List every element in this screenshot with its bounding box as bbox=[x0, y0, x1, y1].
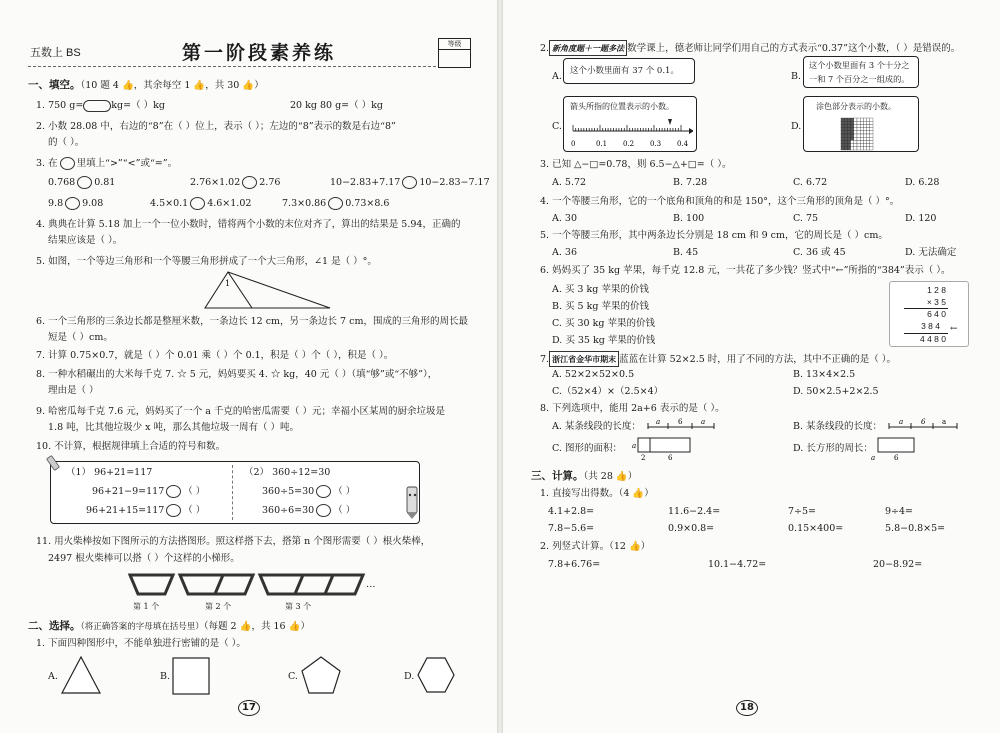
r-q2-a-box: 这个小数里面有 37 个 0.1。 bbox=[563, 58, 695, 84]
grid-cell bbox=[854, 121, 857, 124]
grid-cell bbox=[870, 134, 873, 137]
grid-cell bbox=[860, 118, 863, 121]
section1-heading: 一、填空。（10 题 4 👍，其余每空 1 👍，共 30 👍） bbox=[28, 79, 264, 91]
grid-cell bbox=[854, 131, 857, 134]
grid-cell bbox=[867, 134, 870, 137]
grid-cell bbox=[860, 137, 863, 140]
q9-line1: 9. 哈密瓜每千克 7.6 元，妈妈买了一个 a 千克的哈密瓜需要（ ）元；幸福小区某周的厨余垃圾是 bbox=[36, 406, 445, 417]
r-q6-opt-a: A. 买 3 kg 苹果的价钱 bbox=[552, 284, 649, 295]
grid-cell bbox=[841, 147, 844, 150]
q3-row1-a: 0.768 0.81 bbox=[48, 177, 116, 188]
svg-text:6: 6 bbox=[678, 418, 683, 426]
q10-divider bbox=[232, 465, 233, 520]
q3-row1-b: 2.76×1.02 2.76 bbox=[190, 177, 281, 188]
grid-cell bbox=[857, 147, 860, 150]
r-q7-text: 7. 浙江省金华市期末 蓝蓝在计算 52×2.5 时，用了不同的方法，其中不正确的是（ ）。 bbox=[540, 351, 896, 367]
svg-text:a: a bbox=[632, 442, 637, 450]
svg-text:6: 6 bbox=[894, 454, 899, 462]
r-q5-opt-a: A. 36 bbox=[552, 247, 577, 258]
grid-cell bbox=[844, 128, 847, 131]
page-number: 18 bbox=[736, 700, 758, 716]
r-q5-opt-d: D. 无法确定 bbox=[905, 247, 957, 258]
r-q3-opt-d: D. 6.28 bbox=[905, 177, 940, 188]
grid-cell bbox=[870, 118, 873, 121]
grid-cell bbox=[863, 121, 866, 124]
q6-line2: 短是（ ）cm。 bbox=[48, 332, 113, 343]
r-q8-opt-c: C. 图形的面积： bbox=[552, 443, 622, 454]
pencil-mascot-icon bbox=[400, 484, 424, 520]
q10-g2-row2: 360÷5=30 （ ） bbox=[262, 486, 356, 497]
grid-cell bbox=[841, 137, 844, 140]
left-arrow-icon: ← bbox=[950, 324, 958, 334]
r-q6-text: 6. 妈妈买了 35 kg 苹果，每千克 12.8 元，一共花了多少钱？竖式中“←”所指的“384”表示（ ）。 bbox=[540, 265, 951, 276]
grid-cell bbox=[841, 140, 844, 143]
grid-cell bbox=[860, 124, 863, 127]
r-q7-opt-a: A. 52×2×52×0.5 bbox=[552, 369, 635, 380]
svg-text:a: a bbox=[871, 454, 876, 462]
page-number: 17 bbox=[238, 700, 260, 716]
grid-cell bbox=[863, 124, 866, 127]
grid-cell bbox=[857, 118, 860, 121]
r-q6-opt-c: C. 买 30 kg 苹果的价钱 bbox=[552, 318, 655, 329]
svg-text:2: 2 bbox=[641, 454, 646, 462]
thumb-icon: 👍 bbox=[242, 80, 255, 91]
r-q5-opt-c: C. 36 或 45 bbox=[793, 247, 846, 258]
grid-cell bbox=[857, 137, 860, 140]
q11-label-3: 第 3 个 bbox=[285, 602, 312, 611]
header-divider bbox=[28, 66, 436, 67]
grid-cell bbox=[867, 140, 870, 143]
page-title: 第一阶段素养练 bbox=[182, 42, 337, 64]
pentagon-shape bbox=[300, 655, 342, 695]
grid-cell bbox=[863, 140, 866, 143]
thumb-icon: 👍 bbox=[193, 80, 206, 91]
grid-cell bbox=[854, 137, 857, 140]
r-q7-opt-d: D. 50×2.5+2×2.5 bbox=[793, 386, 879, 397]
arrow-marker-icon bbox=[668, 119, 672, 125]
grid-cell bbox=[857, 131, 860, 134]
grid-cell bbox=[867, 121, 870, 124]
r-q2-a-label: A. bbox=[552, 71, 562, 82]
q1-text-right: 20 kg 80 g=（ ）kg bbox=[290, 100, 383, 111]
r-q5-text: 5. 一个等腰三角形，其中两条边长分别是 18 cm 和 9 cm，它的周长是（ ）cm。 bbox=[540, 230, 888, 241]
vertical-calc-1: 7.8+6.76= bbox=[548, 559, 601, 570]
grid-cell bbox=[863, 131, 866, 134]
q11-dots: … bbox=[366, 579, 376, 590]
triangle-shape bbox=[60, 655, 102, 695]
option-b-label: B. bbox=[160, 671, 171, 682]
grid-cell bbox=[851, 147, 854, 150]
grid-cell bbox=[857, 134, 860, 137]
grid-cell bbox=[841, 121, 844, 124]
r-q4-opt-a: A. 30 bbox=[552, 213, 577, 224]
section2-heading: 二、选择。（将正确答案的字母填在括号里）（每题 2 👍，共 16 👍） bbox=[28, 620, 310, 632]
q6-line1: 6. 一个三角形的三条边长都是整厘米数，一条边长 12 cm，另一条边长 7 cm，围成的三角形的周长最 bbox=[36, 316, 468, 327]
grid-cell bbox=[844, 121, 847, 124]
grid-cell bbox=[844, 144, 847, 147]
grid-cell bbox=[867, 147, 870, 150]
grid-cell bbox=[854, 128, 857, 131]
grid-cell bbox=[867, 144, 870, 147]
r-q3-opt-b: B. 7.28 bbox=[673, 177, 708, 188]
q2-1-text: 1. 下面四种图形中，不能单独进行密铺的是（ ）。 bbox=[36, 638, 246, 649]
grid-cell bbox=[863, 144, 866, 147]
grid-cell bbox=[851, 124, 854, 127]
q11-line2: 2497 根火柴棒可以搭（ ）个这样的小梯形。 bbox=[48, 553, 240, 564]
svg-text:a: a bbox=[942, 418, 947, 426]
q4-line2: 结果应该是（ ）。 bbox=[48, 235, 123, 246]
tick-label: 0.3 bbox=[650, 140, 662, 148]
r-3-1-text: 1. 直接写出得数。（4 👍） bbox=[540, 488, 654, 499]
circle-blank bbox=[60, 157, 75, 170]
r-q7-opt-c: C.（52×4）×（2.5×4） bbox=[552, 386, 664, 397]
r-q4-opt-d: D. 120 bbox=[905, 213, 937, 224]
q10-g2-row3: 360÷6=30 （ ） bbox=[262, 505, 356, 516]
grid-cell bbox=[851, 137, 854, 140]
grid-cell bbox=[851, 121, 854, 124]
rect-area-figure bbox=[631, 436, 695, 462]
q11-label-2: 第 2 个 bbox=[205, 602, 232, 611]
grid-cell bbox=[867, 124, 870, 127]
q7-text: 7. 计算 0.75×0.7，就是（ ）个 0.01 乘（ ）个 0.1，积是（ ）个（ ），积是（ ）。 bbox=[36, 350, 394, 361]
grid-cell bbox=[841, 128, 844, 131]
grid-cell bbox=[854, 147, 857, 150]
grid-cell bbox=[863, 137, 866, 140]
level-label: 等级 bbox=[439, 39, 470, 50]
grid-cell bbox=[870, 140, 873, 143]
grid-cell bbox=[870, 147, 873, 150]
q11-label-1: 第 1 个 bbox=[133, 602, 160, 611]
calc-2: 11.6−2.4= bbox=[668, 506, 721, 517]
grid-cell bbox=[851, 140, 854, 143]
grid-cell bbox=[860, 131, 863, 134]
r-q5-opt-b: B. 45 bbox=[673, 247, 699, 258]
svg-text:6: 6 bbox=[668, 454, 673, 462]
calc-5: 7.8−5.6= bbox=[548, 523, 595, 534]
r-3-2-text: 2. 列竖式计算。（12 👍） bbox=[540, 541, 651, 552]
r-q2-text: 2. 新角度题＋一题多法 数学课上，德老师让同学们用自己的方式表示“0.37”这个小数，（ ）是错误的。 bbox=[540, 40, 960, 56]
q10-g1-row2: 96+21−9=117 （ ） bbox=[92, 486, 206, 497]
grid-cell bbox=[847, 137, 850, 140]
q3-row2-c: 7.3×0.86 0.73×8.6 bbox=[282, 198, 390, 209]
grid-cell bbox=[870, 137, 873, 140]
grid-cell bbox=[854, 140, 857, 143]
r-q2-c-label: C. bbox=[552, 121, 562, 132]
q8-line1: 8. 一种水稻碾出的大米每千克 7. ☆ 5 元，妈妈要买 4. ☆ kg，40 元（ ）（填“够”或“不够”）， bbox=[36, 369, 438, 380]
question-tag: 新角度题＋一题多法 bbox=[549, 40, 627, 56]
grid-cell bbox=[857, 144, 860, 147]
grid-cell bbox=[847, 147, 850, 150]
calc-7: 0.15×400= bbox=[788, 523, 844, 534]
r-q3-opt-c: C. 6.72 bbox=[793, 177, 828, 188]
grid-cell bbox=[851, 128, 854, 131]
grid-cell bbox=[863, 128, 866, 131]
grid-cell bbox=[867, 118, 870, 121]
level-box bbox=[438, 38, 471, 68]
grid-cell bbox=[851, 118, 854, 121]
r-q2-d-label: D. bbox=[791, 121, 802, 132]
grid-cell bbox=[870, 131, 873, 134]
grid-cell bbox=[860, 144, 863, 147]
grid-cell bbox=[854, 144, 857, 147]
thumb-icon: 👍 bbox=[288, 621, 301, 632]
q10-g1-row3: 96+21+15=117 （ ） bbox=[86, 505, 206, 516]
thumb-icon: 👍 bbox=[239, 621, 252, 632]
calc-8: 5.8−0.8×5= bbox=[885, 523, 946, 534]
grid-cell bbox=[841, 124, 844, 127]
thumb-icon: 👍 bbox=[615, 471, 628, 482]
r-q2-b-box: 这个小数里面有 3 个十分之 一和 7 个百分之一组成的。 bbox=[803, 56, 919, 88]
r-q2-d-box: 涂色部分表示的小数。 bbox=[803, 96, 919, 152]
grid-cell bbox=[844, 134, 847, 137]
grid-cell bbox=[844, 124, 847, 127]
thumb-icon: 👍 bbox=[121, 80, 134, 91]
r-q7-opt-b: B. 13×4×2.5 bbox=[793, 369, 856, 380]
q10-g1-label: （1） 96+21=117 bbox=[66, 467, 153, 478]
grid-cell bbox=[863, 134, 866, 137]
grid-cell bbox=[854, 118, 857, 121]
fraction-blank bbox=[83, 100, 111, 112]
svg-text:a: a bbox=[656, 418, 661, 426]
grid-cell bbox=[844, 140, 847, 143]
grid-cell bbox=[860, 140, 863, 143]
tick-label: 0 bbox=[571, 140, 576, 148]
q3-row2-a: 9.8 9.08 bbox=[48, 198, 104, 209]
grid-cell bbox=[854, 124, 857, 127]
q4-line1: 4. 典典在计算 5.18 加上一个一位小数时，错将两个小数的末位对齐了，算出的结果是 5.94，正确的 bbox=[36, 219, 461, 230]
r-q8-opt-d: D. 长方形的周长： bbox=[793, 443, 873, 454]
grid-cell bbox=[841, 144, 844, 147]
vertical-calc-3: 20−8.92= bbox=[873, 559, 923, 570]
grid-cell bbox=[847, 131, 850, 134]
r-q8-opt-a: A. 某条线段的长度： bbox=[552, 421, 641, 432]
q3-row1-c: 10−2.83+7.17 10−2.83−7.17 bbox=[330, 177, 490, 188]
r-q4-opt-b: B. 100 bbox=[673, 213, 705, 224]
grid-cell bbox=[841, 118, 844, 121]
vertical-calc-card: 1 2 8 × 3 5 6 4 0 3 8 4 ← 4 4 8 0 bbox=[889, 281, 969, 347]
calc-4: 9÷4= bbox=[885, 506, 914, 517]
grid-cell bbox=[847, 128, 850, 131]
calc-3: 7÷5= bbox=[788, 506, 817, 517]
r-q4-text: 4. 一个等腰三角形，它的一个底角和顶角的和是 150°，这个三角形的顶角是（ ）°。 bbox=[540, 196, 900, 207]
calc-1: 4.1+2.8= bbox=[548, 506, 595, 517]
svg-text:a: a bbox=[701, 418, 706, 426]
r-q8-opt-b: B. 某条线段的长度： bbox=[793, 421, 883, 432]
grid-cell bbox=[863, 118, 866, 121]
q11-line1: 11. 用火柴棒按如下图所示的方法搭图形。照这样搭下去，搭第 n 个图形需要（ ）根火柴棒， bbox=[36, 536, 431, 547]
grid-cell bbox=[847, 140, 850, 143]
grid-cell bbox=[867, 128, 870, 131]
option-d-label: D. bbox=[404, 671, 415, 682]
svg-text:a: a bbox=[899, 418, 904, 426]
grid-cell bbox=[847, 118, 850, 121]
grid-cell bbox=[860, 121, 863, 124]
section3-heading: 三、计算。（共 28 👍） bbox=[531, 470, 638, 482]
grid-cell bbox=[867, 131, 870, 134]
q11-matchstick-figure bbox=[125, 572, 375, 598]
grade-label: 五数上 BS bbox=[30, 47, 81, 59]
grid-cell bbox=[870, 144, 873, 147]
q10-text: 10. 不计算，根据规律填上合适的符号和数。 bbox=[36, 441, 226, 452]
grid-cell bbox=[860, 134, 863, 137]
q10-g2-label: （2） 360÷12=30 bbox=[244, 467, 331, 478]
grid-cell bbox=[860, 128, 863, 131]
q5-angle-label: 1 bbox=[225, 279, 231, 288]
grid-cell bbox=[854, 134, 857, 137]
left-page bbox=[0, 0, 497, 733]
square-shape bbox=[172, 657, 210, 695]
segment-figure-b bbox=[887, 416, 959, 430]
r-q6-opt-d: D. 买 35 kg 苹果的价钱 bbox=[552, 335, 656, 346]
q1-text: 1. 750 g= kg=（ ）kg bbox=[36, 100, 165, 111]
grid-cell bbox=[860, 147, 863, 150]
grid-cell bbox=[844, 118, 847, 121]
grid-cell bbox=[844, 131, 847, 134]
option-c-label: C. bbox=[288, 671, 298, 682]
grid-cell bbox=[870, 124, 873, 127]
grid-cell bbox=[857, 121, 860, 124]
svg-text:6: 6 bbox=[921, 418, 926, 426]
right-page bbox=[503, 0, 1000, 733]
number-line bbox=[569, 119, 693, 149]
grid-cell bbox=[847, 124, 850, 127]
q8-line2: 理由是（ ） bbox=[48, 385, 99, 396]
grid-cell bbox=[841, 131, 844, 134]
grid-cell bbox=[847, 144, 850, 147]
hundred-grid bbox=[840, 117, 874, 151]
tick-label: 0.2 bbox=[623, 140, 635, 148]
rect-perimeter-figure bbox=[869, 436, 917, 462]
q2-line2: 的（ ）。 bbox=[48, 137, 85, 148]
q2-line1: 2. 小数 28.08 中，右边的“8”在（ ）位上，表示（ ）；左边的“8”表示的数是右边“8” bbox=[36, 121, 396, 132]
pencil-icon bbox=[44, 454, 64, 474]
grid-cell bbox=[844, 137, 847, 140]
thumb-icon: 👍 bbox=[628, 541, 641, 552]
grid-cell bbox=[841, 134, 844, 137]
grid-cell bbox=[870, 121, 873, 124]
grid-cell bbox=[857, 124, 860, 127]
q3-row2-b: 4.5×0.1 4.6×1.02 bbox=[150, 198, 252, 209]
grid-cell bbox=[870, 128, 873, 131]
r-q2-b-label: B. bbox=[791, 71, 802, 82]
grid-cell bbox=[844, 147, 847, 150]
q5-text: 5. 如图，一个等边三角形和一个等腰三角形拼成了一个大三角形，∠1 是（ ）°。 bbox=[36, 256, 377, 267]
tick-label: 0.1 bbox=[596, 140, 608, 148]
vertical-calc-2: 10.1−4.72= bbox=[708, 559, 767, 570]
grid-cell bbox=[857, 140, 860, 143]
grid-cell bbox=[863, 147, 866, 150]
option-a-label: A. bbox=[48, 671, 58, 682]
q5-triangle-figure bbox=[200, 268, 335, 312]
r-q8-text: 8. 下列选项中，能用 2a+6 表示的是（ ）。 bbox=[540, 403, 725, 414]
tick-label: 0.4 bbox=[677, 140, 689, 148]
q3-instruction: 3. 在 里填上“>”“<”或“=”。 bbox=[36, 158, 178, 169]
grid-cell bbox=[847, 121, 850, 124]
calc-6: 0.9×0.8= bbox=[668, 523, 715, 534]
r-q3-opt-a: A. 5.72 bbox=[552, 177, 587, 188]
grid-cell bbox=[847, 134, 850, 137]
r-q6-opt-b: B. 买 5 kg 苹果的价钱 bbox=[552, 301, 649, 312]
thumb-icon: 👍 bbox=[632, 488, 645, 499]
q9-line2: 1.8 吨，比其他垃圾少 x 吨，那么其他垃圾一周有（ ）吨。 bbox=[48, 422, 300, 433]
segment-figure-a bbox=[646, 416, 716, 430]
question-tag: 浙江省金华市期末 bbox=[549, 351, 619, 367]
grid-cell bbox=[851, 134, 854, 137]
grid-cell bbox=[851, 144, 854, 147]
r-q4-opt-c: C. 75 bbox=[793, 213, 819, 224]
r-q3-text: 3. 已知 △−□=0.78，则 6.5−△+□=（ ）。 bbox=[540, 159, 732, 170]
hexagon-shape bbox=[416, 656, 456, 694]
grid-cell bbox=[867, 137, 870, 140]
grid-cell bbox=[851, 131, 854, 134]
r-q2-c-box: 箭头所指的位置表示的小数。 0 0.1 0.2 0.3 0.4 bbox=[563, 96, 697, 152]
grid-cell bbox=[857, 128, 860, 131]
